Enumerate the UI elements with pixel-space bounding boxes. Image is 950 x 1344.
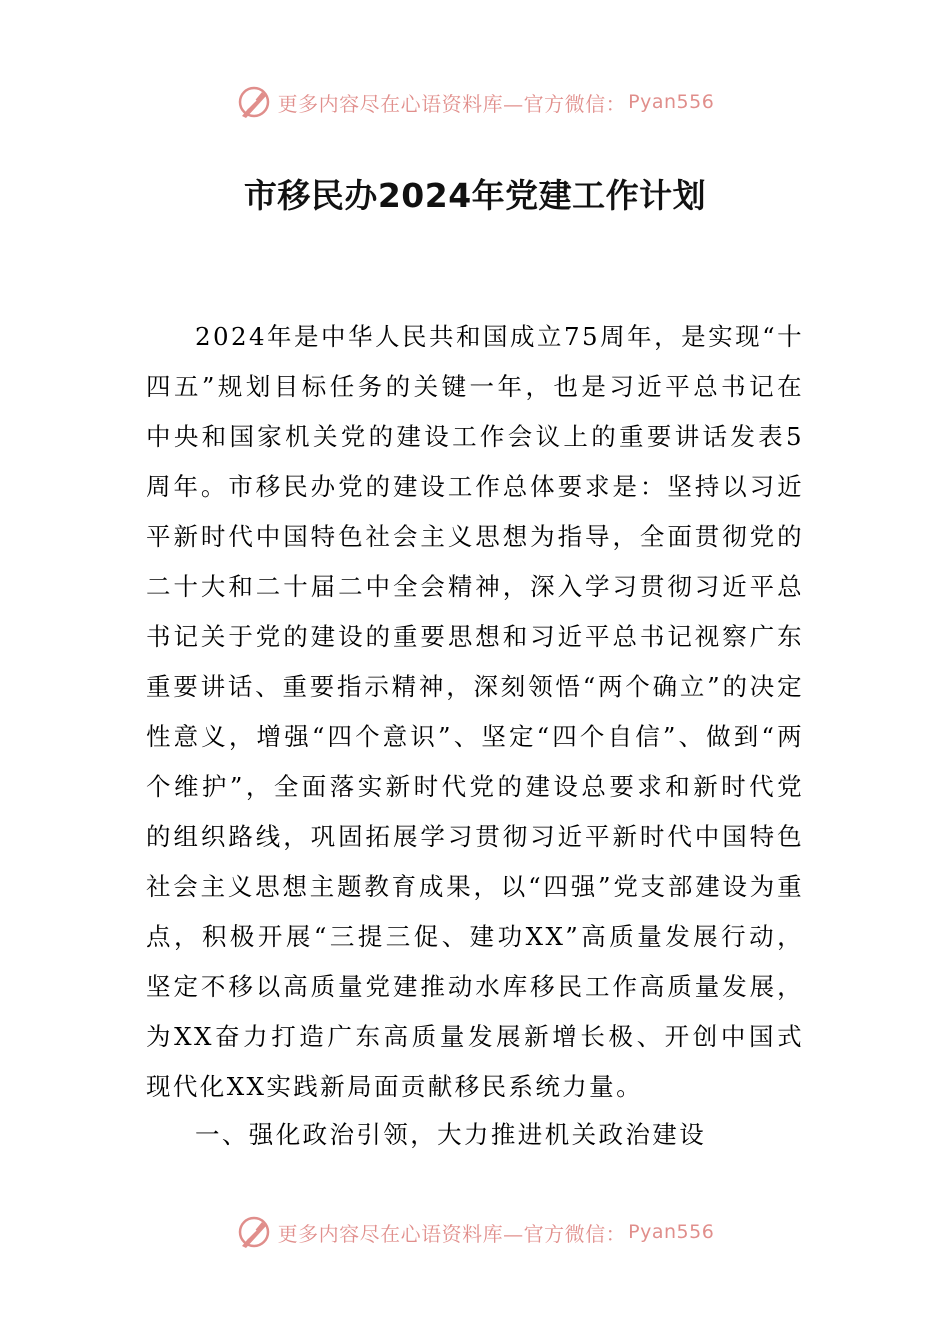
watermark-contact: Pyan556 (628, 1221, 715, 1243)
body-paragraph: 2024年是中华人民共和国成立75周年，是实现“十四五”规划目标任务的关键一年，也是习近平总书记在中央和国家机关党的建设工作会议上的重要讲话发表5周年。市移民办党的建设工作总体要求是：坚持以习近平新时代中国特色社会主义思想为指导，全面贯彻党的二十大和二十届二中全会精神，深入学习贯彻习近平总书记关于党的建设的重要思想和习近平总书记视察广东重要讲话、重要指示精神，深刻领悟“两个确立”的决定性意义，增强“四个意识”、坚定“四个自信”、做到“两个维护”，全面落实新时代党的建设总要求和新时代党的组织路线，巩固拓展学习贯彻习近平新时代中国特色社会主义思想主题教育成果，以“四强”党支部建设为重点，积极开展“三提三促、建功XX”高质量发展行动，坚定不移以高质量党建推动水库移民工作高质量发展，为XX奋力打造广东高质量发展新增长极、开创中国式现代化XX实践新局面贡献移民系统力量。 (146, 322, 804, 1101)
document-title: 市移民办2024年党建工作计划 (243, 176, 707, 215)
section-heading: 一、强化政治引领，大力推进机关政治建设 (195, 1120, 707, 1149)
watermark-contact: Pyan556 (628, 91, 715, 113)
footer-watermark (0, 1212, 950, 1252)
watermark-text: 更多内容尽在心语资料库—官方微信： (277, 1221, 627, 1246)
pen-logo-icon (236, 84, 272, 120)
pen-logo-icon (236, 1214, 272, 1250)
header-watermark (0, 82, 950, 122)
watermark-text: 更多内容尽在心语资料库—官方微信： (277, 91, 627, 116)
